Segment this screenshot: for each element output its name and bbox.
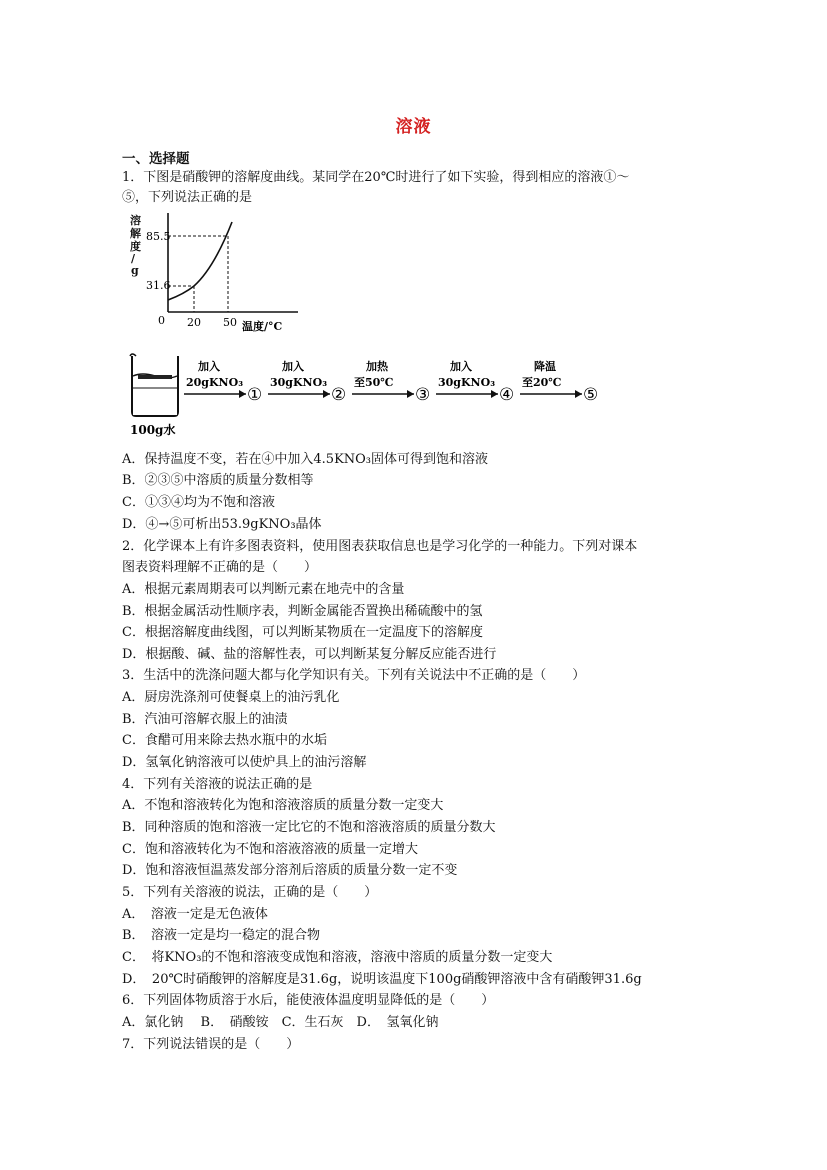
ylabel-char: 度 bbox=[130, 240, 141, 253]
flow-step-bottom-label: 至50℃ bbox=[354, 376, 394, 389]
q3-option-a: A．厨房洗涤剂可使餐桌上的油污乳化 bbox=[122, 690, 340, 705]
q5-option-b: B． 溶液一定是均一稳定的混合物 bbox=[122, 928, 321, 943]
q6-options: A．氯化钠 B． 硝酸铵 C．生石灰 D． 氢氧化钠 bbox=[122, 1015, 439, 1030]
flow-node-label: ① bbox=[247, 385, 263, 405]
ylabel-char: g bbox=[131, 264, 139, 277]
q5-option-a: A． 溶液一定是无色液体 bbox=[122, 907, 268, 922]
q2-option-b: B．根据金属活动性顺序表，判断金属能否置换出稀硫酸中的氢 bbox=[122, 604, 483, 619]
flow-arrow-head bbox=[575, 390, 582, 398]
beaker-label: 100g水 bbox=[130, 423, 176, 437]
q4-option-d: D．饱和溶液恒温蒸发部分溶剂后溶质的质量分数一定不变 bbox=[122, 863, 458, 878]
q1-option-c: C．①③④均为不饱和溶液 bbox=[122, 495, 275, 510]
q3-option-d: D．氢氧化钠溶液可以使炉具上的油污溶解 bbox=[122, 755, 367, 770]
flow-step-top-label: 加热 bbox=[366, 360, 388, 373]
y-tick-label: 0 bbox=[158, 314, 165, 327]
q4-stem: 4．下列有关溶液的说法正确的是 bbox=[122, 777, 313, 792]
ylabel-char: 溶 bbox=[130, 214, 141, 227]
q5-option-d: D． 20℃时硝酸钾的溶解度是31.6g，说明该温度下100g硝酸钾溶液中含有硝酸钾31.6g bbox=[122, 972, 642, 987]
flow-node-label: ② bbox=[331, 385, 347, 405]
q4-option-a: A．不饱和溶液转化为饱和溶液溶质的质量分数一定变大 bbox=[122, 798, 444, 813]
flow-node-label: ④ bbox=[499, 385, 515, 405]
flow-arrow-head bbox=[407, 390, 414, 398]
y-tick-label: 31.6 bbox=[146, 279, 171, 292]
flow-arrow-head bbox=[239, 390, 246, 398]
q5-option-c: C． 将KNO₃的不饱和溶液变成饱和溶液，溶液中溶质的质量分数一定变大 bbox=[122, 950, 553, 965]
x-tick-label: 20 bbox=[187, 316, 201, 329]
flow-arrow-head bbox=[491, 390, 498, 398]
q2-stem-line1: 2．化学课本上有许多图表资料，使用图表获取信息也是学习化学的一种能力。下列对课本 bbox=[122, 539, 638, 554]
q1-stem-line1: 1．下图是硝酸钾的溶解度曲线。某同学在20℃时进行了如下实验，得到相应的溶液①～ bbox=[122, 170, 630, 185]
q5-stem: 5．下列有关溶液的说法，正确的是（ ） bbox=[122, 885, 378, 900]
q2-stem-line2: 图表资料理解不正确的是（ ） bbox=[122, 560, 318, 575]
ylabel-char: / bbox=[131, 252, 136, 265]
flow-node-label: ③ bbox=[415, 385, 431, 405]
q1-option-a: A．保持温度不变，若在④中加入4.5KNO₃固体可得到饱和溶液 bbox=[122, 452, 489, 467]
flow-step-bottom-label: 30gKNO₃ bbox=[270, 376, 328, 389]
y-tick-label: 85.5 bbox=[146, 230, 171, 243]
q4-option-c: C．饱和溶液转化为不饱和溶液溶液的质量一定增大 bbox=[122, 842, 418, 857]
flow-step-top-label: 加入 bbox=[282, 360, 304, 373]
q2-option-c: C．根据溶解度曲线图，可以判断某物质在一定温度下的溶解度 bbox=[122, 625, 483, 640]
q1-option-b: B．②③⑤中溶质的质量分数相等 bbox=[122, 473, 314, 488]
q3-option-b: B．汽油可溶解衣服上的油渍 bbox=[122, 712, 288, 727]
q3-stem: 3．生活中的洗涤问题大都与化学知识有关。下列有关说法中不正确的是（ ） bbox=[122, 668, 586, 683]
q3-option-c: C．食醋可用来除去热水瓶中的水垢 bbox=[122, 733, 327, 748]
solubility-curve bbox=[168, 222, 232, 300]
flow-step-top-label: 加入 bbox=[198, 360, 220, 373]
x-axis-label: 温度/°C bbox=[242, 320, 283, 333]
q1-stem-line2: ⑤，下列说法正确的是 bbox=[122, 190, 253, 205]
flow-step-top-label: 加入 bbox=[450, 360, 472, 373]
solubility-curve-graph bbox=[122, 208, 302, 340]
experiment-flow-diagram bbox=[122, 348, 622, 440]
section-heading: 一、选择题 bbox=[122, 151, 190, 167]
q7-stem: 7．下列说法错误的是（ ） bbox=[122, 1037, 300, 1052]
q4-option-b: B．同种溶质的饱和溶液一定比它的不饱和溶液溶质的质量分数大 bbox=[122, 820, 496, 835]
flow-step-bottom-label: 至20℃ bbox=[522, 376, 562, 389]
q6-stem: 6．下列固体物质溶于水后，能使液体温度明显降低的是（ ） bbox=[122, 993, 495, 1008]
flow-step-bottom-label: 20gKNO₃ bbox=[186, 376, 244, 389]
flow-arrow-head bbox=[323, 390, 330, 398]
flow-node-label: ⑤ bbox=[583, 385, 599, 405]
x-tick-label: 50 bbox=[223, 316, 237, 329]
page-title: 溶液 bbox=[395, 117, 432, 137]
beaker-icon bbox=[130, 354, 178, 416]
q2-option-a: A．根据元素周期表可以判断元素在地壳中的含量 bbox=[122, 582, 405, 597]
flow-step-top-label: 降温 bbox=[534, 360, 556, 373]
ylabel-char: 解 bbox=[130, 227, 141, 240]
q1-option-d: D．④→⑤可析出53.9gKNO₃晶体 bbox=[122, 517, 322, 532]
flow-step-bottom-label: 30gKNO₃ bbox=[438, 376, 496, 389]
q2-option-d: D．根据酸、碱、盐的溶解性表，可以判断某复分解反应能否进行 bbox=[122, 647, 497, 662]
